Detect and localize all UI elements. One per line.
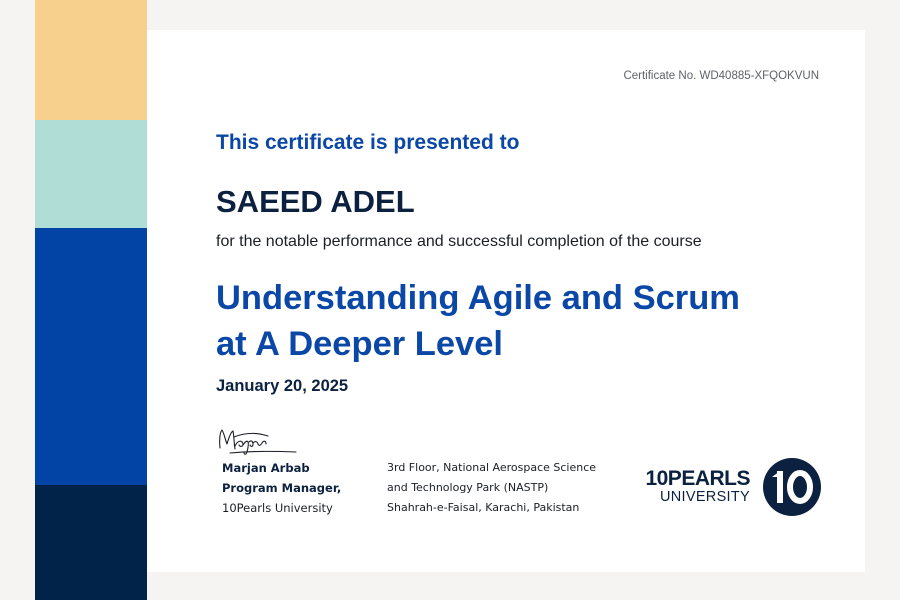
certificate-card bbox=[147, 30, 865, 572]
logo-wordmark bbox=[645, 469, 750, 505]
course-title-line-2: at A Deeper Level bbox=[216, 325, 503, 363]
address-line-3: Shahrah-e-Faisal, Karachi, Pakistan bbox=[387, 501, 580, 514]
decor-stripe-mint bbox=[35, 120, 147, 228]
logo-brand-text: 10PEARLS bbox=[645, 467, 750, 490]
decor-stripe-navy bbox=[35, 485, 147, 600]
course-title-line-1: Understanding Agile and Scrum bbox=[216, 279, 740, 317]
signer-name: Marjan Arbab bbox=[222, 461, 310, 475]
address-line-2: and Technology Park (NASTP) bbox=[387, 481, 549, 494]
signer-title: Program Manager, bbox=[222, 481, 342, 495]
completion-description: for the notable performance and successful completion of the course bbox=[216, 233, 702, 250]
address-line-1: 3rd Floor, National Aerospace Science bbox=[387, 461, 597, 474]
signer-block bbox=[222, 458, 341, 518]
decor-stripe-peach bbox=[35, 0, 147, 120]
course-title bbox=[216, 275, 836, 367]
decor-stripe-blue bbox=[35, 228, 147, 485]
certificate-number: Certificate No. WD40885-XFQOKVUN bbox=[623, 70, 819, 82]
signer-organization: 10Pearls University bbox=[222, 501, 333, 515]
completion-date: January 20, 2025 bbox=[216, 377, 349, 395]
logo-sub-text: UNIVERSITY bbox=[659, 489, 750, 505]
university-logo bbox=[642, 454, 822, 518]
recipient-name: SAEED ADEL bbox=[216, 184, 415, 219]
address-block bbox=[387, 458, 596, 518]
signature-icon bbox=[216, 424, 300, 458]
logo-10-icon bbox=[762, 457, 822, 517]
presented-to-heading: This certificate is presented to bbox=[216, 131, 520, 154]
